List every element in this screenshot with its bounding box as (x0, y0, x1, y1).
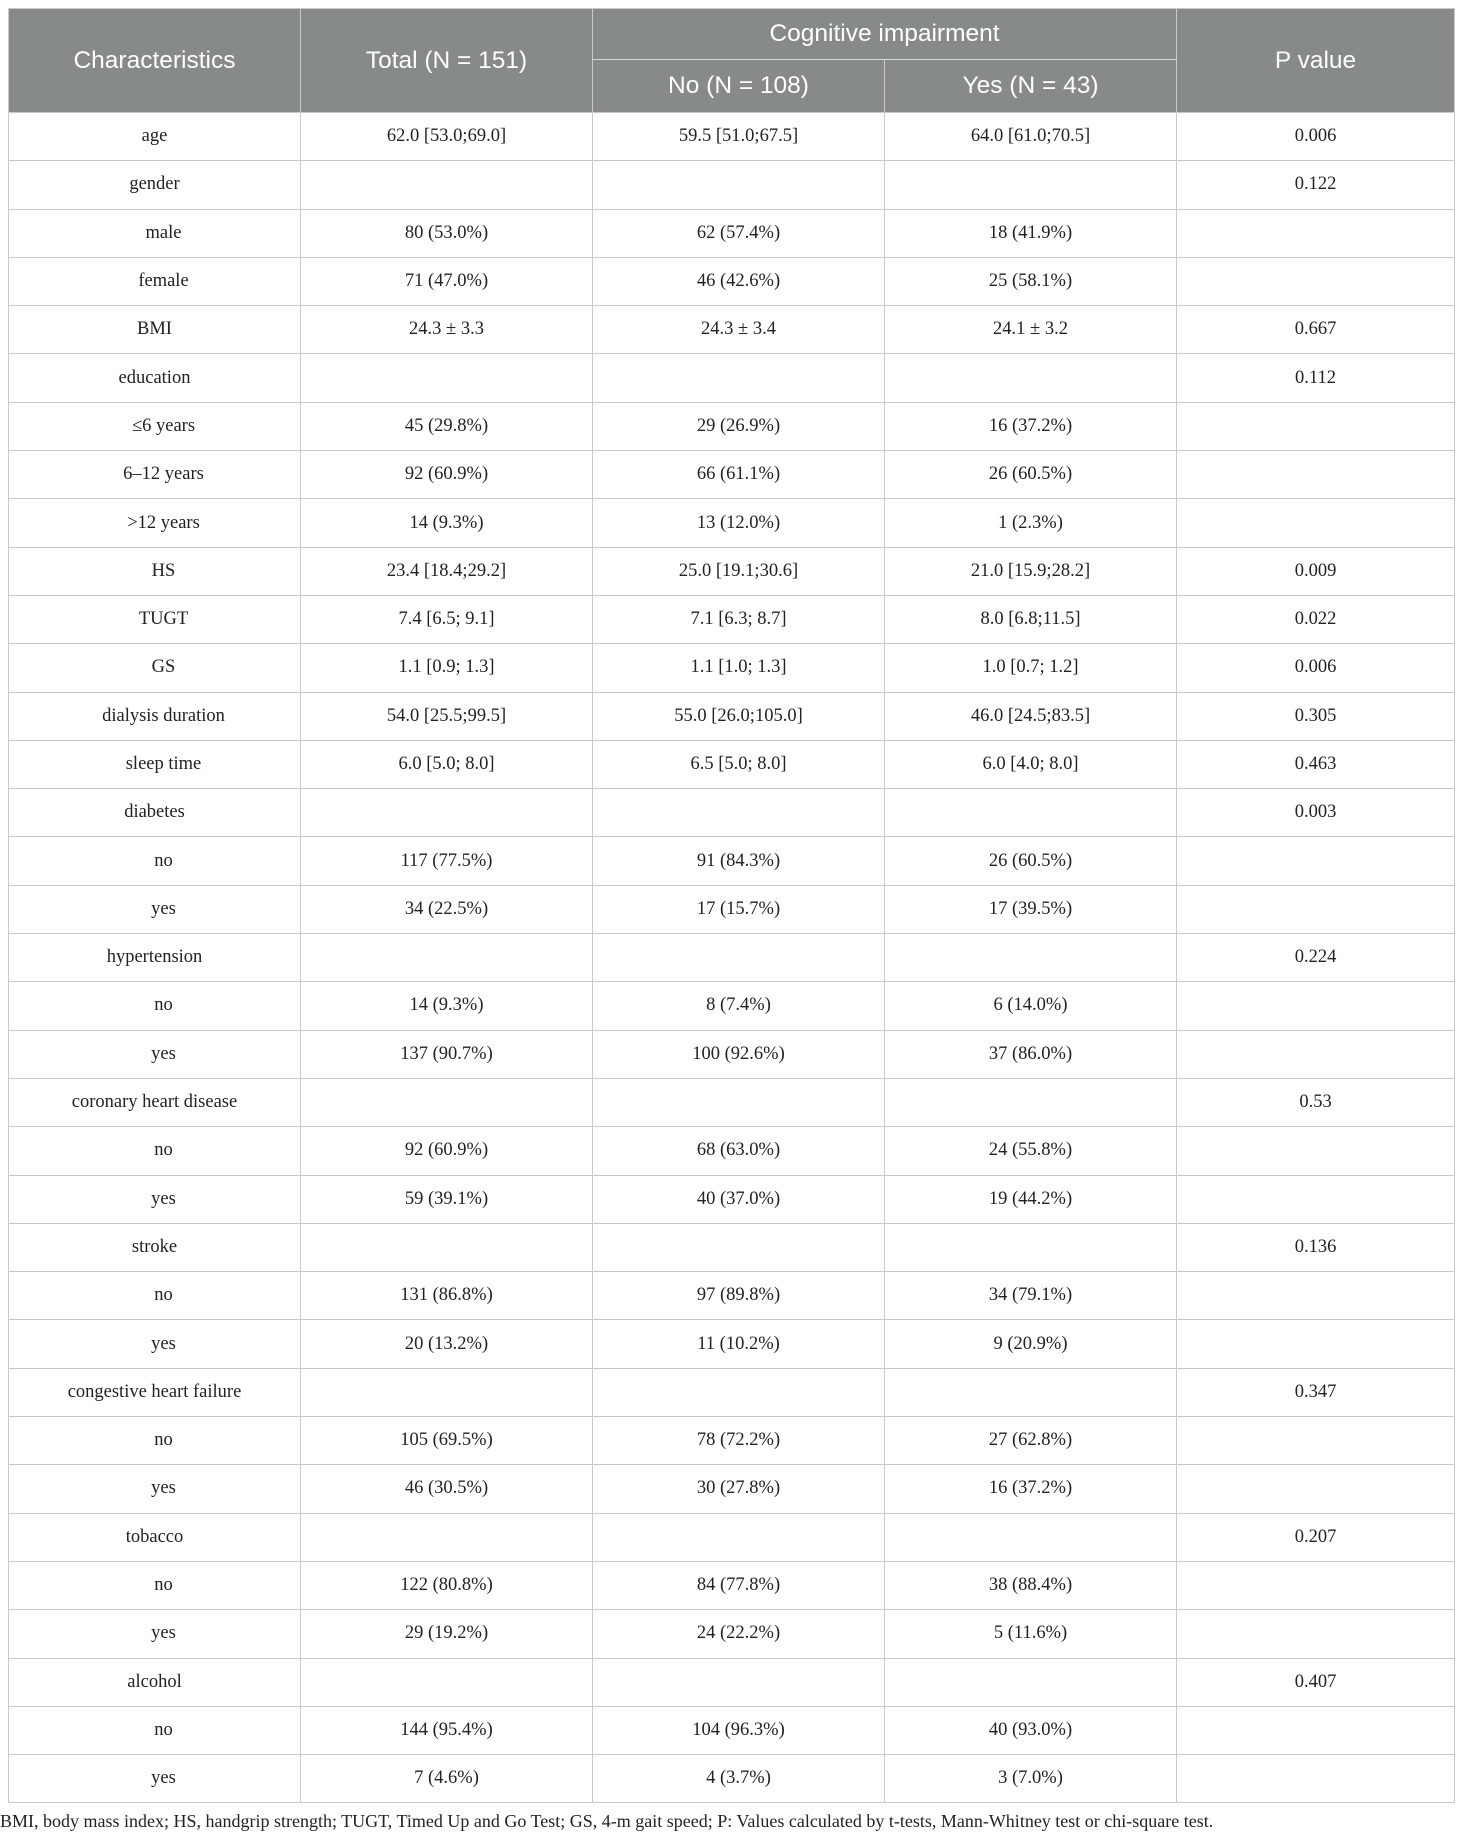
cell-total: 137 (90.7%) (301, 1030, 593, 1078)
table-row (9, 1368, 1455, 1416)
cell-p-value (1177, 837, 1455, 885)
table-row (9, 1658, 1455, 1706)
cell-total: 29 (19.2%) (301, 1610, 593, 1658)
cell-yes-impairment: 34 (79.1%) (885, 1272, 1177, 1320)
cell-yes-impairment (885, 1223, 1177, 1271)
row-label: gender (9, 161, 301, 209)
cell-yes-impairment: 24.1 ± 3.2 (885, 306, 1177, 354)
cell-no-impairment: 62 (57.4%) (593, 209, 885, 257)
table-row (9, 451, 1455, 499)
characteristics-table (8, 8, 1455, 1803)
row-label: yes (9, 1755, 301, 1803)
cell-total: 59 (39.1%) (301, 1175, 593, 1223)
header-no-group: No (N = 108) (593, 60, 885, 113)
row-label: age (9, 113, 301, 161)
cell-yes-impairment: 16 (37.2%) (885, 402, 1177, 450)
cell-yes-impairment: 9 (20.9%) (885, 1320, 1177, 1368)
cell-yes-impairment: 6 (14.0%) (885, 982, 1177, 1030)
row-label: no (9, 982, 301, 1030)
cell-yes-impairment: 26 (60.5%) (885, 451, 1177, 499)
cell-total (301, 934, 593, 982)
cell-no-impairment (593, 161, 885, 209)
row-label: >12 years (9, 499, 301, 547)
cell-total (301, 789, 593, 837)
header-yes-group: Yes (N = 43) (885, 60, 1177, 113)
cell-total: 24.3 ± 3.3 (301, 306, 593, 354)
table-row (9, 885, 1455, 933)
characteristics-table-container (8, 8, 1454, 1803)
header-characteristics: Characteristics (9, 9, 301, 113)
cell-no-impairment: 29 (26.9%) (593, 402, 885, 450)
row-label: yes (9, 1030, 301, 1078)
table-row (9, 934, 1455, 982)
cell-p-value: 0.53 (1177, 1078, 1455, 1126)
cell-yes-impairment (885, 1078, 1177, 1126)
row-label: female (9, 257, 301, 305)
row-label: congestive heart failure (9, 1368, 301, 1416)
cell-p-value (1177, 1610, 1455, 1658)
table-row (9, 1127, 1455, 1175)
cell-yes-impairment: 18 (41.9%) (885, 209, 1177, 257)
cell-yes-impairment: 25 (58.1%) (885, 257, 1177, 305)
cell-no-impairment: 25.0 [19.1;30.6] (593, 547, 885, 595)
table-row (9, 1320, 1455, 1368)
cell-p-value (1177, 1127, 1455, 1175)
cell-no-impairment: 91 (84.3%) (593, 837, 885, 885)
cell-p-value (1177, 1561, 1455, 1609)
table-row (9, 789, 1455, 837)
table-row (9, 499, 1455, 547)
cell-total: 7.4 [6.5; 9.1] (301, 595, 593, 643)
cell-p-value (1177, 885, 1455, 933)
table-row (9, 1610, 1455, 1658)
cell-no-impairment: 59.5 [51.0;67.5] (593, 113, 885, 161)
cell-total: 14 (9.3%) (301, 982, 593, 1030)
cell-total (301, 1368, 593, 1416)
cell-p-value (1177, 1320, 1455, 1368)
cell-total: 117 (77.5%) (301, 837, 593, 885)
cell-p-value: 0.463 (1177, 740, 1455, 788)
cell-yes-impairment: 1.0 [0.7; 1.2] (885, 644, 1177, 692)
row-label: 6–12 years (9, 451, 301, 499)
cell-yes-impairment (885, 354, 1177, 402)
cell-p-value: 0.224 (1177, 934, 1455, 982)
row-label: yes (9, 1175, 301, 1223)
cell-p-value: 0.003 (1177, 789, 1455, 837)
table-row (9, 306, 1455, 354)
cell-total: 92 (60.9%) (301, 1127, 593, 1175)
table-row (9, 1561, 1455, 1609)
cell-no-impairment: 24 (22.2%) (593, 1610, 885, 1658)
cell-p-value (1177, 1030, 1455, 1078)
cell-p-value (1177, 1465, 1455, 1513)
cell-p-value: 0.305 (1177, 692, 1455, 740)
row-label: diabetes (9, 789, 301, 837)
cell-no-impairment: 97 (89.8%) (593, 1272, 885, 1320)
cell-total: 80 (53.0%) (301, 209, 593, 257)
row-label: no (9, 837, 301, 885)
table-row (9, 547, 1455, 595)
row-label: tobacco (9, 1513, 301, 1561)
table-row (9, 209, 1455, 257)
cell-p-value: 0.009 (1177, 547, 1455, 595)
cell-p-value: 0.122 (1177, 161, 1455, 209)
table-row (9, 1755, 1455, 1803)
cell-p-value: 0.112 (1177, 354, 1455, 402)
table-row (9, 402, 1455, 450)
cell-yes-impairment (885, 934, 1177, 982)
cell-p-value (1177, 1272, 1455, 1320)
cell-yes-impairment: 26 (60.5%) (885, 837, 1177, 885)
cell-no-impairment: 13 (12.0%) (593, 499, 885, 547)
cell-yes-impairment: 38 (88.4%) (885, 1561, 1177, 1609)
table-row (9, 1030, 1455, 1078)
cell-p-value: 0.207 (1177, 1513, 1455, 1561)
cell-total: 7 (4.6%) (301, 1755, 593, 1803)
cell-total: 71 (47.0%) (301, 257, 593, 305)
cell-total (301, 1078, 593, 1126)
cell-total: 20 (13.2%) (301, 1320, 593, 1368)
row-label: no (9, 1706, 301, 1754)
header-total: Total (N = 151) (301, 9, 593, 113)
cell-yes-impairment: 64.0 [61.0;70.5] (885, 113, 1177, 161)
cell-yes-impairment (885, 1513, 1177, 1561)
row-label: coronary heart disease (9, 1078, 301, 1126)
cell-yes-impairment: 24 (55.8%) (885, 1127, 1177, 1175)
cell-yes-impairment: 5 (11.6%) (885, 1610, 1177, 1658)
row-label: alcohol (9, 1658, 301, 1706)
cell-yes-impairment: 19 (44.2%) (885, 1175, 1177, 1223)
cell-p-value (1177, 451, 1455, 499)
cell-total: 34 (22.5%) (301, 885, 593, 933)
cell-no-impairment (593, 354, 885, 402)
cell-no-impairment: 78 (72.2%) (593, 1417, 885, 1465)
table-row (9, 1223, 1455, 1271)
cell-yes-impairment: 17 (39.5%) (885, 885, 1177, 933)
cell-p-value: 0.006 (1177, 113, 1455, 161)
cell-no-impairment: 17 (15.7%) (593, 885, 885, 933)
cell-total: 122 (80.8%) (301, 1561, 593, 1609)
cell-no-impairment: 4 (3.7%) (593, 1755, 885, 1803)
table-row (9, 644, 1455, 692)
cell-no-impairment: 40 (37.0%) (593, 1175, 885, 1223)
row-label: no (9, 1272, 301, 1320)
row-label: ≤6 years (9, 402, 301, 450)
table-body (9, 113, 1455, 1803)
cell-total: 45 (29.8%) (301, 402, 593, 450)
cell-total: 23.4 [18.4;29.2] (301, 547, 593, 595)
cell-total: 14 (9.3%) (301, 499, 593, 547)
cell-yes-impairment: 27 (62.8%) (885, 1417, 1177, 1465)
row-label: no (9, 1127, 301, 1175)
cell-yes-impairment: 16 (37.2%) (885, 1465, 1177, 1513)
table-row (9, 1078, 1455, 1126)
table-row (9, 740, 1455, 788)
cell-no-impairment: 66 (61.1%) (593, 451, 885, 499)
table-row (9, 257, 1455, 305)
cell-no-impairment: 68 (63.0%) (593, 1127, 885, 1175)
row-label: stroke (9, 1223, 301, 1271)
cell-total (301, 1513, 593, 1561)
cell-p-value: 0.667 (1177, 306, 1455, 354)
table-row (9, 595, 1455, 643)
cell-p-value: 0.407 (1177, 1658, 1455, 1706)
cell-p-value (1177, 402, 1455, 450)
row-label: dialysis duration (9, 692, 301, 740)
cell-yes-impairment: 21.0 [15.9;28.2] (885, 547, 1177, 595)
row-label: BMI (9, 306, 301, 354)
cell-total: 46 (30.5%) (301, 1465, 593, 1513)
table-row (9, 982, 1455, 1030)
cell-p-value: 0.347 (1177, 1368, 1455, 1416)
row-label: TUGT (9, 595, 301, 643)
cell-no-impairment: 8 (7.4%) (593, 982, 885, 1030)
cell-total (301, 1223, 593, 1271)
row-label: male (9, 209, 301, 257)
cell-p-value (1177, 1175, 1455, 1223)
cell-no-impairment: 24.3 ± 3.4 (593, 306, 885, 354)
cell-p-value (1177, 1755, 1455, 1803)
table-row (9, 1272, 1455, 1320)
cell-no-impairment (593, 934, 885, 982)
cell-total (301, 161, 593, 209)
cell-yes-impairment: 6.0 [4.0; 8.0] (885, 740, 1177, 788)
table-row (9, 161, 1455, 209)
cell-no-impairment (593, 1078, 885, 1126)
table-row (9, 1706, 1455, 1754)
cell-yes-impairment: 1 (2.3%) (885, 499, 1177, 547)
cell-total: 131 (86.8%) (301, 1272, 593, 1320)
table-footnote: BMI, body mass index; HS, handgrip strength; TUGT, Timed Up and Go Test; GS, 4-m gait speed; P: Values calculated by t-tests, Mann-Whitney test or chi-square test. (0, 1811, 1214, 1831)
table-row (9, 837, 1455, 885)
cell-yes-impairment: 37 (86.0%) (885, 1030, 1177, 1078)
row-label: yes (9, 885, 301, 933)
cell-yes-impairment (885, 1658, 1177, 1706)
cell-p-value (1177, 499, 1455, 547)
row-label: yes (9, 1465, 301, 1513)
row-label: HS (9, 547, 301, 595)
row-label: education (9, 354, 301, 402)
cell-p-value (1177, 257, 1455, 305)
cell-yes-impairment: 8.0 [6.8;11.5] (885, 595, 1177, 643)
cell-total (301, 354, 593, 402)
cell-no-impairment: 84 (77.8%) (593, 1561, 885, 1609)
cell-no-impairment (593, 1658, 885, 1706)
cell-yes-impairment (885, 1368, 1177, 1416)
cell-no-impairment: 46 (42.6%) (593, 257, 885, 305)
row-label: no (9, 1417, 301, 1465)
cell-p-value: 0.006 (1177, 644, 1455, 692)
cell-no-impairment: 104 (96.3%) (593, 1706, 885, 1754)
table-row (9, 1417, 1455, 1465)
table-row (9, 1175, 1455, 1223)
header-p-value: P value (1177, 9, 1455, 113)
cell-total: 6.0 [5.0; 8.0] (301, 740, 593, 788)
table-row (9, 692, 1455, 740)
cell-p-value (1177, 1417, 1455, 1465)
row-label: no (9, 1561, 301, 1609)
cell-no-impairment: 55.0 [26.0;105.0] (593, 692, 885, 740)
cell-no-impairment (593, 1368, 885, 1416)
cell-p-value: 0.136 (1177, 1223, 1455, 1271)
cell-no-impairment (593, 1513, 885, 1561)
row-label: GS (9, 644, 301, 692)
cell-yes-impairment (885, 789, 1177, 837)
table-row (9, 113, 1455, 161)
cell-total (301, 1658, 593, 1706)
cell-total: 54.0 [25.5;99.5] (301, 692, 593, 740)
cell-no-impairment: 11 (10.2%) (593, 1320, 885, 1368)
row-label: sleep time (9, 740, 301, 788)
cell-no-impairment: 30 (27.8%) (593, 1465, 885, 1513)
header-cognitive-impairment: Cognitive impairment (593, 9, 1177, 60)
cell-total: 144 (95.4%) (301, 1706, 593, 1754)
cell-no-impairment: 6.5 [5.0; 8.0] (593, 740, 885, 788)
table-row (9, 1513, 1455, 1561)
cell-yes-impairment: 3 (7.0%) (885, 1755, 1177, 1803)
cell-p-value (1177, 209, 1455, 257)
row-label: hypertension (9, 934, 301, 982)
cell-no-impairment: 1.1 [1.0; 1.3] (593, 644, 885, 692)
cell-yes-impairment (885, 161, 1177, 209)
table-header (9, 9, 1455, 113)
cell-no-impairment: 7.1 [6.3; 8.7] (593, 595, 885, 643)
cell-total: 1.1 [0.9; 1.3] (301, 644, 593, 692)
cell-no-impairment: 100 (92.6%) (593, 1030, 885, 1078)
cell-total: 62.0 [53.0;69.0] (301, 113, 593, 161)
cell-p-value (1177, 982, 1455, 1030)
table-row (9, 354, 1455, 402)
cell-yes-impairment: 46.0 [24.5;83.5] (885, 692, 1177, 740)
cell-no-impairment (593, 789, 885, 837)
cell-total: 92 (60.9%) (301, 451, 593, 499)
row-label: yes (9, 1610, 301, 1658)
cell-p-value: 0.022 (1177, 595, 1455, 643)
table-row (9, 1465, 1455, 1513)
cell-total: 105 (69.5%) (301, 1417, 593, 1465)
cell-yes-impairment: 40 (93.0%) (885, 1706, 1177, 1754)
row-label: yes (9, 1320, 301, 1368)
cell-p-value (1177, 1706, 1455, 1754)
cell-no-impairment (593, 1223, 885, 1271)
